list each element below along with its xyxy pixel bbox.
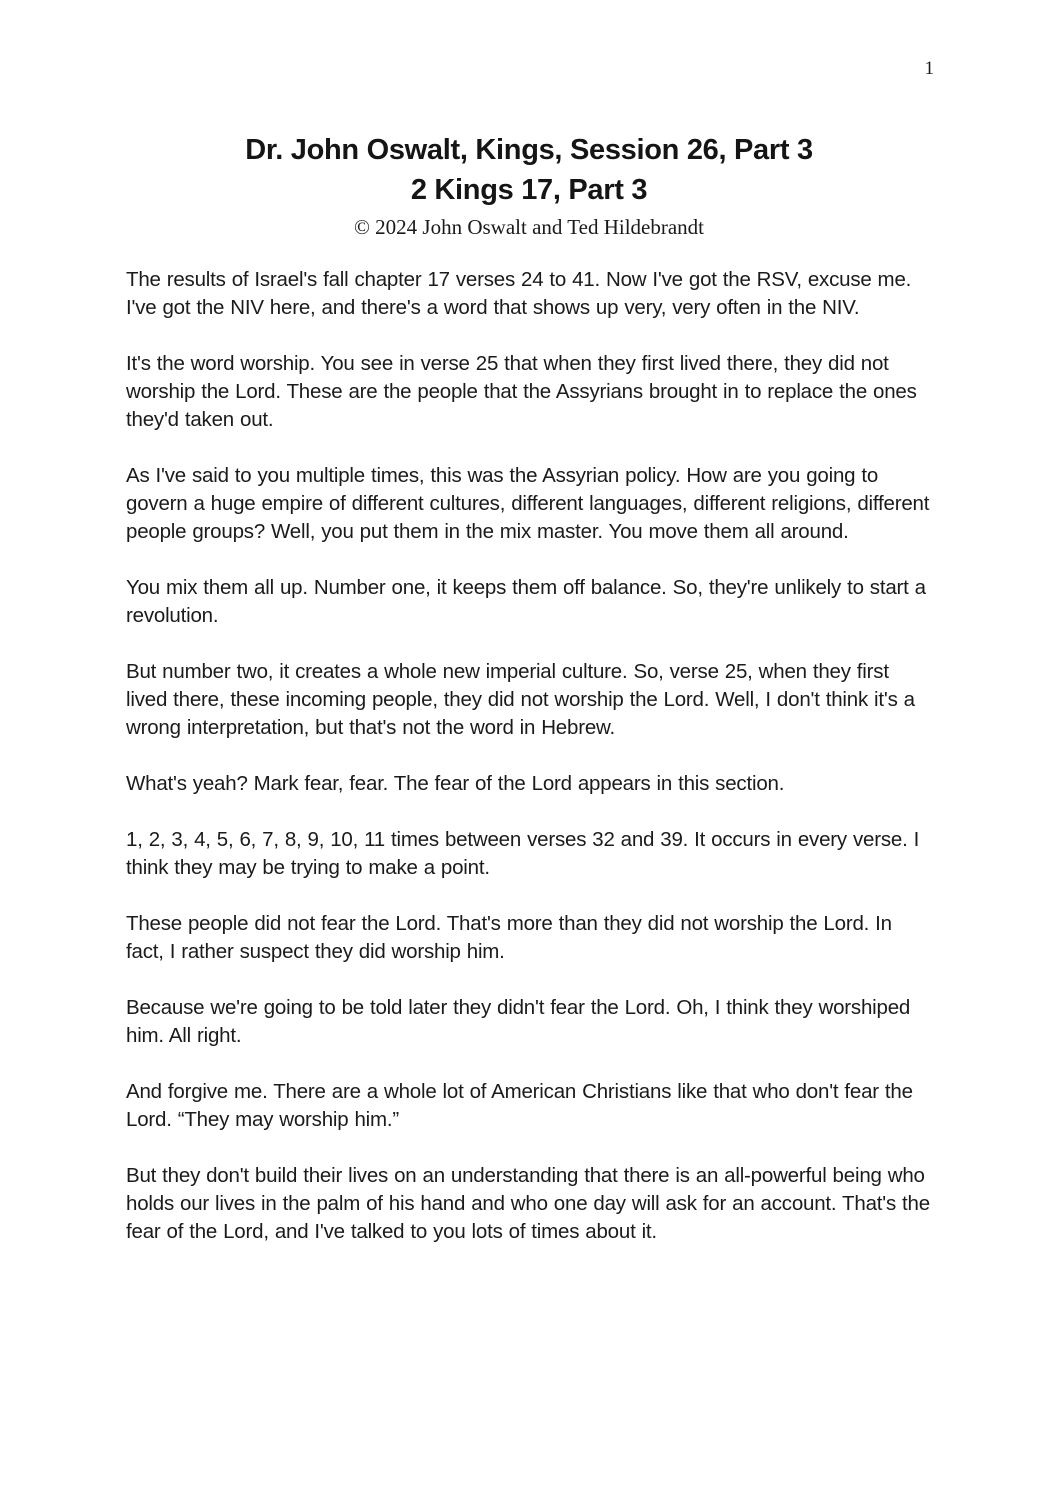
page-number: 1 [924,58,934,79]
paragraph-1: The results of Israel's fall chapter 17 verses 24 to 41. Now I've got the RSV, excuse me. I've got the NIV here, and there's a word that shows up very, very often in the NIV. [126,268,912,319]
paragraph-7: 1, 2, 3, 4, 5, 6, 7, 8, 9, 10, 11 times between verses 32 and 39. It occurs in every verse. I think they may be trying to make a point. [126,828,920,879]
paragraph-2: It's the word worship. You see in verse 25 that when they first lived there, they did not worship the Lord. These are the people that the Assyrians brought in to replace the ones they'd taken out. [126,352,917,431]
document-title-line-2: 2 Kings 17, Part 3 [410,174,648,206]
paragraph-9: Because we're going to be told later they didn't fear the Lord. Oh, I think they worshiped him. All right. [126,996,911,1047]
copyright-line: © 2024 John Oswalt and Ted Hildebrandt [353,215,705,239]
paragraph-11: But they don't build their lives on an understanding that there is an all-powerful being who holds our lives in the palm of his hand and who one day will ask for an account. That's the fear of the Lord, and I've talked to you lots of times about it. [126,1164,930,1243]
paragraph-3: As I've said to you multiple times, this was the Assyrian policy. How are you going to govern a huge empire of different cultures, different languages, different religions, different people groups? Well, you put them in the mix master. You move them all around. [126,464,930,543]
document-body [126,266,932,1246]
document-title-line-1: Dr. John Oswalt, Kings, Session 26, Part 3 [245,134,813,166]
paragraph-8: These people did not fear the Lord. That's more than they did not worship the Lord. In fact, I rather suspect they did worship him. [126,912,892,963]
paragraph-6: What's yeah? Mark fear, fear. The fear of the Lord appears in this section. [126,772,785,795]
paragraph-4: You mix them all up. Number one, it keeps them off balance. So, they're unlikely to start a revolution. [126,576,926,627]
paragraph-10: And forgive me. There are a whole lot of American Christians like that who don't fear the Lord. “They may worship him.” [126,1080,913,1131]
paragraph-5: But number two, it creates a whole new imperial culture. So, verse 25, when they first lived there, these incoming people, they did not worship the Lord. Well, I don't think it's a wrong interpretation, but that's not the word in Hebrew. [126,660,915,739]
document-header [0,130,1058,242]
